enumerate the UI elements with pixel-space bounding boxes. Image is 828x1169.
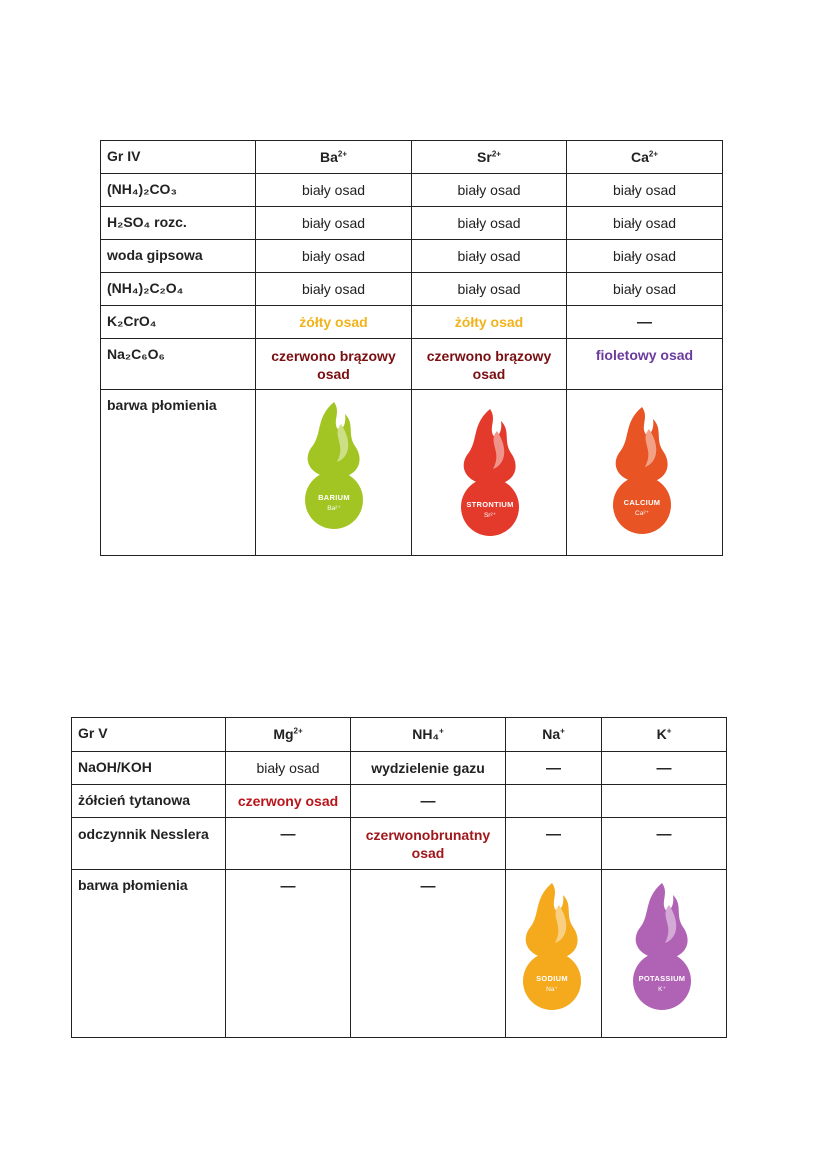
flame-outer-shape — [526, 883, 578, 959]
result-cell: czerwony osad — [226, 785, 351, 818]
group-iv-table — [100, 140, 723, 556]
flame-outer-shape — [616, 407, 668, 483]
reagent-label: NaOH/KOH — [72, 752, 226, 785]
result-cell: — — [602, 752, 727, 785]
potassium-flame-icon — [629, 879, 695, 1011]
result-cell: biały osad — [226, 752, 351, 785]
ion-header-barium: $Ba^{2+}$ — [256, 141, 412, 174]
result-cell: biały osad — [567, 174, 723, 207]
result-cell: — — [506, 818, 602, 870]
element-name-label: STRONTIUM — [466, 500, 514, 509]
flame-cell-sodium — [506, 870, 602, 1038]
result-cell — [602, 785, 727, 818]
result-cell: — — [226, 818, 351, 870]
sodium-flame-icon — [519, 879, 585, 1011]
ion-header-potassium: K+ — [602, 718, 727, 752]
ion-header-strontium: $Sr^{2+}$ — [412, 141, 567, 174]
result-cell: biały osad — [412, 240, 567, 273]
reagent-label: H₂SO₄ rozc. — [101, 207, 256, 240]
result-cell: czerwono brązowy osad — [412, 339, 567, 390]
element-name-label: SODIUM — [536, 974, 568, 983]
calcium-flame-icon — [609, 403, 675, 535]
element-name-label: BARIUM — [318, 493, 350, 502]
reagent-label: Na₂C₆O₆ — [101, 339, 256, 390]
ion-header-ammonium: NH₄+ — [351, 718, 506, 752]
table-row — [101, 240, 723, 273]
result-cell: czerwono brązowy osad — [256, 339, 412, 390]
flame-badge-svg — [629, 879, 695, 1011]
table-row — [101, 174, 723, 207]
table-row — [101, 306, 723, 339]
flame-row-label: barwa płomienia — [101, 390, 256, 556]
flame-outer-shape — [308, 402, 360, 478]
result-cell: żółty osad — [256, 306, 412, 339]
table-row — [72, 752, 727, 785]
result-cell: biały osad — [567, 273, 723, 306]
element-symbol-label: K⁺ — [658, 986, 666, 993]
element-symbol-label: Sr²⁺ — [483, 512, 497, 519]
result-cell: fioletowy osad — [567, 339, 723, 390]
result-cell: biały osad — [567, 207, 723, 240]
flame-outer-shape — [464, 409, 516, 485]
flame-cell-potassium — [602, 870, 727, 1038]
reagent-label: (NH₄)₂C₂O₄ — [101, 273, 256, 306]
result-cell: — — [602, 818, 727, 870]
reagent-label: woda gipsowa — [101, 240, 256, 273]
reagent-label: żółcień tytanowa — [72, 785, 226, 818]
result-cell: biały osad — [256, 240, 412, 273]
table-header-row — [72, 718, 727, 752]
ion-header-calcium: $Ca^{2+}$ — [567, 141, 723, 174]
result-cell: biały osad — [256, 273, 412, 306]
result-cell: — — [567, 306, 723, 339]
flame-outer-shape — [636, 883, 688, 959]
table-row — [101, 207, 723, 240]
flame-row — [72, 870, 727, 1038]
group-label: Gr V — [72, 718, 226, 752]
result-cell: biały osad — [412, 207, 567, 240]
flame-badge-svg — [519, 879, 585, 1011]
element-name-label: POTASSIUM — [638, 974, 686, 983]
strontium-flame-icon — [457, 405, 523, 537]
element-name-label: CALCIUM — [623, 498, 661, 507]
flame-cell-calcium — [567, 390, 723, 556]
flame-row-label: barwa płomienia — [72, 870, 226, 1038]
table-row — [101, 339, 723, 390]
result-cell: — — [506, 752, 602, 785]
group-v-table — [71, 717, 727, 1038]
reagent-label: (NH₄)₂CO₃ — [101, 174, 256, 207]
result-cell: — — [351, 785, 506, 818]
ion-header-sodium: Na+ — [506, 718, 602, 752]
flame-cell-strontium — [412, 390, 567, 556]
reagent-label: K₂CrO₄ — [101, 306, 256, 339]
barium-flame-icon — [301, 398, 367, 530]
table-row — [72, 785, 727, 818]
element-symbol-label: Na⁺ — [546, 986, 558, 993]
result-cell: biały osad — [412, 174, 567, 207]
result-cell: biały osad — [412, 273, 567, 306]
group-label: Gr IV — [101, 141, 256, 174]
result-cell: biały osad — [256, 174, 412, 207]
result-cell: — — [351, 870, 506, 1038]
flame-row — [101, 390, 723, 556]
flame-badge-svg — [301, 398, 367, 530]
table-row — [101, 273, 723, 306]
element-symbol-label: Ba²⁺ — [327, 505, 341, 512]
reagent-label: odczynnik Nesslera — [72, 818, 226, 870]
result-cell: — — [226, 870, 351, 1038]
result-cell: biały osad — [567, 240, 723, 273]
result-cell: żółty osad — [412, 306, 567, 339]
result-cell: wydzielenie gazu — [351, 752, 506, 785]
table-header-row — [101, 141, 723, 174]
ion-header-magnesium: $Mg^{2+}$ — [226, 718, 351, 752]
element-symbol-label: Ca²⁺ — [635, 510, 649, 517]
result-cell: czerwonobrunatny osad — [351, 818, 506, 870]
table-row — [72, 818, 727, 870]
result-cell: biały osad — [256, 207, 412, 240]
flame-badge-svg — [457, 405, 523, 537]
result-cell — [506, 785, 602, 818]
flame-cell-barium — [256, 390, 412, 556]
flame-badge-svg — [609, 403, 675, 535]
